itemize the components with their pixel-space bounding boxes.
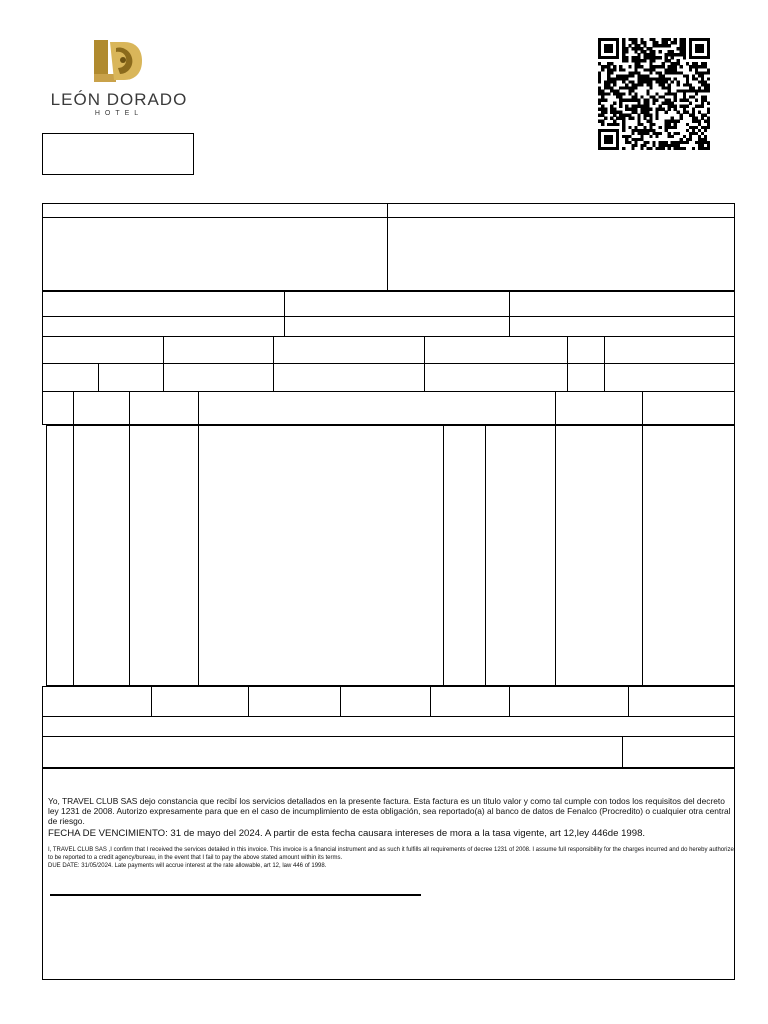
invoice-number-box (42, 133, 194, 175)
due-date-text-english: DUE DATE: 31/05/2024. Late payments will accrue interest at the rate allowable, art 12, law 446 of 1998. (48, 863, 327, 869)
form-rule (642, 425, 643, 686)
form-rule (628, 686, 629, 716)
form-rule (42, 316, 735, 317)
brand-subtitle: HOTEL (94, 110, 144, 117)
form-rule (509, 686, 510, 716)
form-rule (73, 425, 74, 686)
form-rule (430, 686, 431, 716)
totals-block (42, 686, 735, 768)
legal-text-spanish: Yo, TRAVEL CLUB SAS dejo constancia que recibí los servicios detallados en la presente factura. Esta factura es un titulo valor y como tal cumple con todos los requisitos del decreto ley 1231 de 2008. Autorizo expresamente para que en el caso de incumplimiento de esta obligación, sea reportado(a) al banco de datos de Fenalco (Procredito) o cualquier otra central de riesgo. (48, 796, 731, 826)
line-items-body (46, 425, 735, 686)
brand-name: LEÓN DORADO (50, 90, 188, 109)
form-rule (273, 336, 274, 391)
form-rule (555, 391, 556, 425)
form-rule (98, 363, 99, 391)
form-rule (248, 686, 249, 716)
form-rule (642, 391, 643, 425)
form-rule (424, 336, 425, 391)
form-rule (567, 336, 568, 391)
legal-text-english: I, TRAVEL CLUB SAS ,I confirm that I received the services detailed in this invoice. This invoice is a financial instrument and as such it fulfills all requirements of decree 1231 of 2008. I assume full responsibility for the charges incurred and do hereby authorize to be reported to a credit agency/bureau, in the event that I fail to pay the above stated amount within its terms. (48, 847, 734, 861)
form-rule (42, 736, 735, 737)
form-rule (555, 425, 556, 686)
form-rule (387, 203, 388, 291)
form-rule (198, 391, 199, 425)
form-rule (622, 736, 623, 768)
signature-line (50, 894, 421, 896)
form-rule (42, 336, 735, 337)
form-rule (443, 425, 444, 686)
form-rule (198, 425, 199, 686)
stay-details-grid (42, 291, 735, 425)
qr-code-icon (598, 38, 710, 150)
form-rule (42, 716, 735, 717)
form-rule (284, 291, 285, 336)
form-rule (163, 336, 164, 391)
form-rule (42, 363, 735, 364)
form-rule (340, 686, 341, 716)
lion-logo-icon (92, 38, 144, 84)
form-rule (485, 425, 486, 686)
form-rule (42, 217, 735, 218)
form-rule (509, 291, 510, 336)
form-rule (129, 425, 130, 686)
form-rule (129, 391, 130, 425)
form-rule (151, 686, 152, 716)
form-rule (73, 391, 74, 425)
form-rule (604, 336, 605, 391)
due-date-text: FECHA DE VENCIMIENTO: 31 de mayo del 2024. A partir de esta fecha causara intereses de mora a la tasa vigente, art 12,ley 446de 1998. (48, 828, 646, 839)
form-rule (42, 391, 735, 392)
